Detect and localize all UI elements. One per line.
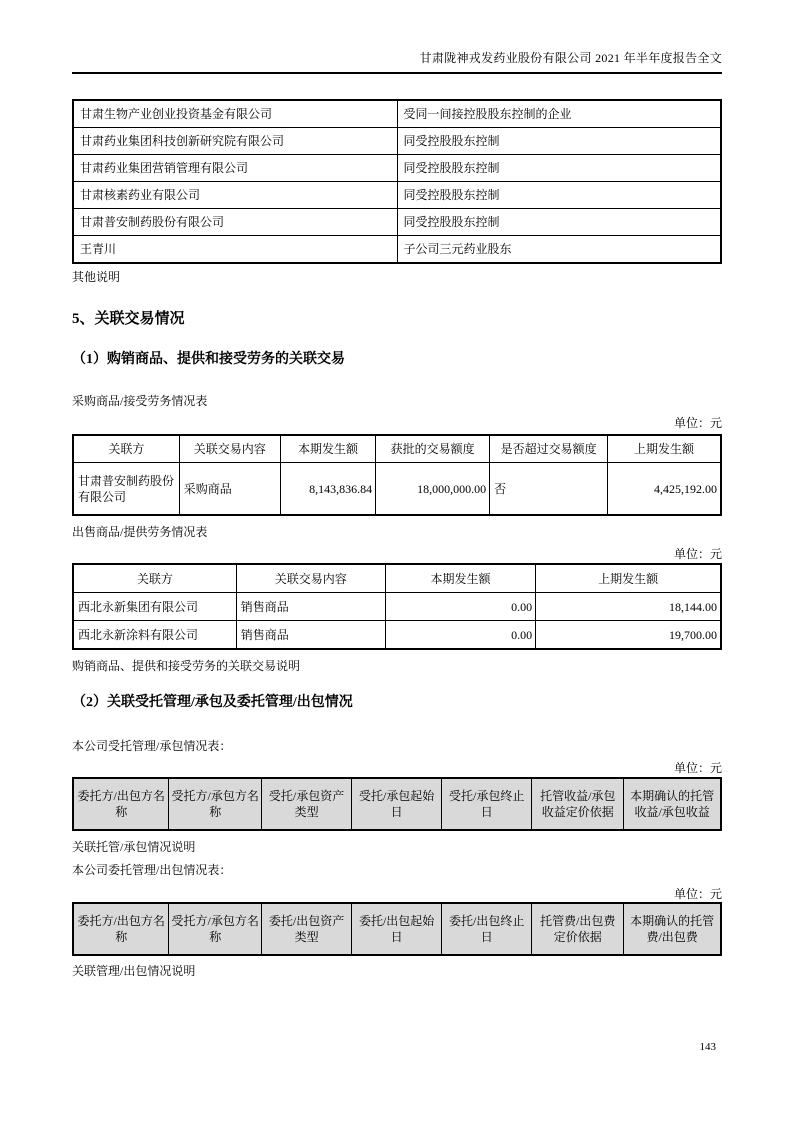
column-header: 受托/承包起始日 xyxy=(352,778,442,830)
column-header: 受托方/承包方名称 xyxy=(169,778,262,830)
table-row xyxy=(73,100,721,128)
column-header: 委托方/出包方名称 xyxy=(73,778,169,830)
purchase-transactions-table xyxy=(72,434,722,516)
unit-label: 单位：元 xyxy=(673,761,722,775)
table-row xyxy=(73,621,721,650)
prior-amount-cell: 18,144.00 xyxy=(536,593,721,621)
entrusted-management-table xyxy=(72,777,722,831)
table-header-row xyxy=(73,564,721,593)
header-divider xyxy=(72,72,722,74)
page-number: 143 xyxy=(699,1041,716,1053)
outsource-note: 关联管理/出包情况说明 xyxy=(72,964,196,978)
transaction-type-cell: 采购商品 xyxy=(179,463,280,516)
entrust-note: 关联托管/承包情况说明 xyxy=(72,840,196,854)
related-party-relation: 受同一间接控股股东控制的企业 xyxy=(397,100,721,128)
related-parties-table xyxy=(72,99,722,264)
table-row xyxy=(73,128,721,155)
column-header: 本期确认的托管收益/承包收益 xyxy=(624,778,721,830)
column-header: 本期确认的托管费/出包费 xyxy=(624,903,721,955)
related-party-relation: 子公司三元药业股东 xyxy=(397,236,721,264)
section-5-heading: 5、关联交易情况 xyxy=(72,311,185,327)
related-party-name: 甘肃核素药业有限公司 xyxy=(73,182,397,209)
entrust-table-caption: 本公司受托管理/承包情况表： xyxy=(72,739,232,753)
sales-transactions-table xyxy=(72,563,722,650)
table-row xyxy=(73,236,721,264)
table-row xyxy=(73,463,721,516)
sales-table-caption: 出售商品/提供劳务情况表 xyxy=(72,525,208,539)
unit-label: 单位：元 xyxy=(673,547,722,561)
table-row xyxy=(73,155,721,182)
table-row xyxy=(73,209,721,236)
current-amount-cell: 8,143,836.84 xyxy=(280,463,375,516)
related-party-cell: 西北永新涂料有限公司 xyxy=(73,621,236,650)
column-header: 获批的交易额度 xyxy=(376,435,490,463)
table-row xyxy=(73,593,721,621)
related-party-relation: 同受控股股东控制 xyxy=(397,155,721,182)
table-header-row xyxy=(73,778,721,830)
outsource-table-caption: 本公司委托管理/出包情况表： xyxy=(72,863,232,877)
unit-label: 单位：元 xyxy=(673,416,722,430)
column-header: 托管收益/承包收益定价依据 xyxy=(532,778,624,830)
related-party-name: 甘肃普安制药股份有限公司 xyxy=(73,209,397,236)
transaction-type-cell: 销售商品 xyxy=(236,593,385,621)
related-party-name: 甘肃生物产业创业投资基金有限公司 xyxy=(73,100,397,128)
column-header: 委托/出包资产类型 xyxy=(262,903,352,955)
column-header: 委托方/出包方名称 xyxy=(73,903,169,955)
current-amount-cell: 0.00 xyxy=(385,593,535,621)
purchase-table-caption: 采购商品/接受劳务情况表 xyxy=(72,394,208,408)
other-note-label: 其他说明 xyxy=(72,270,121,284)
column-header: 关联方 xyxy=(73,435,179,463)
subsection-2-heading: （2）关联受托管理/承包及委托管理/出包情况 xyxy=(72,695,353,710)
document-header-title: 甘肃陇神戎发药业股份有限公司 2021 年半年度报告全文 xyxy=(419,51,722,65)
prior-amount-cell: 19,700.00 xyxy=(536,621,721,650)
purchase-sales-note: 购销商品、提供和接受劳务的关联交易说明 xyxy=(72,659,301,673)
column-header: 关联方 xyxy=(73,564,236,593)
table-header-row xyxy=(73,435,721,463)
column-header: 关联交易内容 xyxy=(179,435,280,463)
outsourced-management-table xyxy=(72,902,722,956)
related-party-relation: 同受控股股东控制 xyxy=(397,128,721,155)
transaction-type-cell: 销售商品 xyxy=(236,621,385,650)
column-header: 受托/承包终止日 xyxy=(442,778,532,830)
approved-limit-cell: 18,000,000.00 xyxy=(376,463,490,516)
related-party-cell: 甘肃普安制药股份有限公司 xyxy=(73,463,179,516)
prior-amount-cell: 4,425,192.00 xyxy=(608,463,721,516)
column-header: 托管费/出包费定价依据 xyxy=(532,903,624,955)
related-party-name: 甘肃药业集团科技创新研究院有限公司 xyxy=(73,128,397,155)
column-header: 上期发生额 xyxy=(608,435,721,463)
related-party-name: 甘肃药业集团营销管理有限公司 xyxy=(73,155,397,182)
table-row xyxy=(73,182,721,209)
related-party-cell: 西北永新集团有限公司 xyxy=(73,593,236,621)
column-header: 本期发生额 xyxy=(385,564,535,593)
column-header: 上期发生额 xyxy=(536,564,721,593)
table-header-row xyxy=(73,903,721,955)
related-party-name: 王青川 xyxy=(73,236,397,264)
related-party-relation: 同受控股股东控制 xyxy=(397,182,721,209)
column-header: 受托/承包资产类型 xyxy=(262,778,352,830)
column-header: 本期发生额 xyxy=(280,435,375,463)
column-header: 委托/出包终止日 xyxy=(442,903,532,955)
unit-label: 单位：元 xyxy=(673,887,722,901)
column-header: 是否超过交易额度 xyxy=(490,435,608,463)
related-party-relation: 同受控股股东控制 xyxy=(397,209,721,236)
exceeds-limit-cell: 否 xyxy=(490,463,608,516)
current-amount-cell: 0.00 xyxy=(385,621,535,650)
subsection-1-heading: （1）购销商品、提供和接受劳务的关联交易 xyxy=(72,352,345,367)
column-header: 受托方/承包方名称 xyxy=(169,903,262,955)
column-header: 委托/出包起始日 xyxy=(352,903,442,955)
column-header: 关联交易内容 xyxy=(236,564,385,593)
